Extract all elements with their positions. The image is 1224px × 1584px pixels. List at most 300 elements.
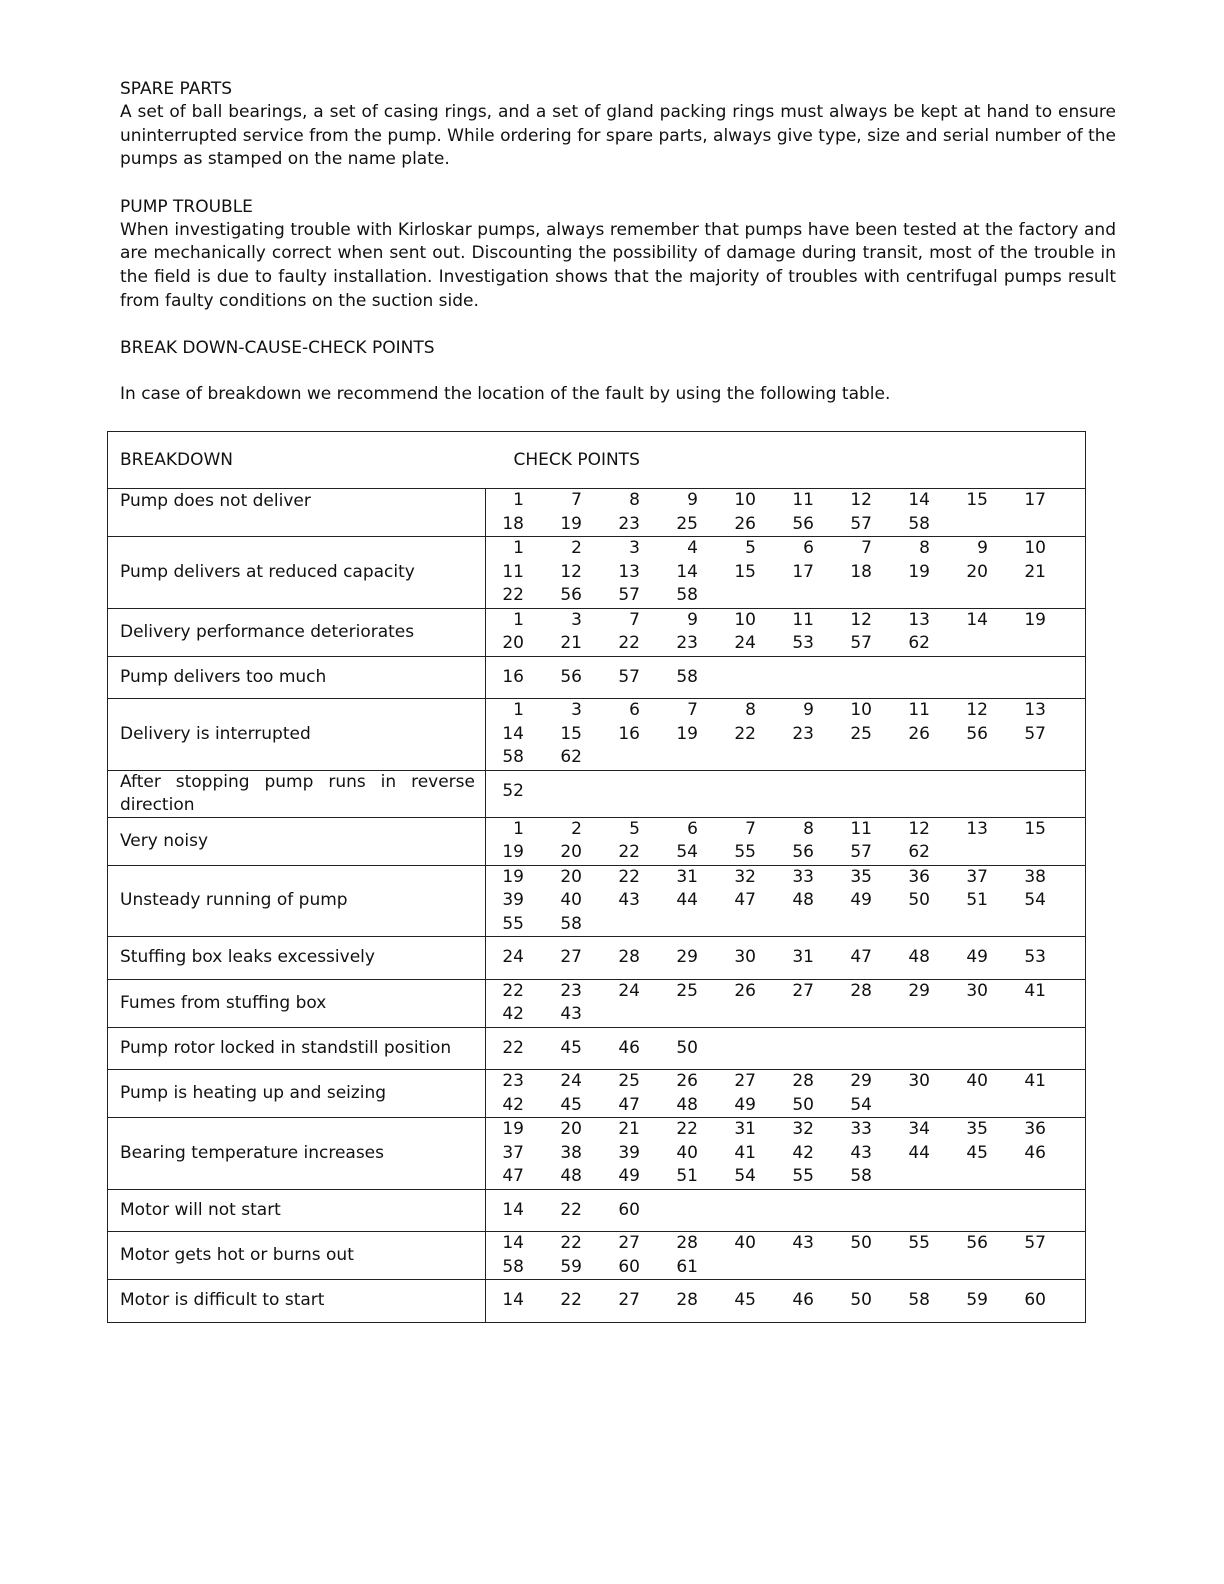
check-point: 61	[676, 1256, 698, 1277]
check-point: 57	[1024, 723, 1046, 744]
check-point: 27	[734, 1071, 756, 1091]
table-row	[108, 1280, 1086, 1323]
check-point: 18	[850, 561, 872, 582]
check-point: 36	[1024, 1119, 1046, 1139]
check-point: 29	[908, 980, 930, 1001]
check-point: 31	[676, 866, 698, 887]
check-point: 10	[850, 700, 872, 720]
check-points-grid	[486, 609, 1085, 656]
check-points-grid	[486, 1118, 1085, 1189]
check-point: 27	[618, 1233, 640, 1253]
check-point: 9	[803, 700, 814, 720]
check-point: 23	[618, 513, 640, 534]
check-point: 40	[676, 1142, 698, 1163]
check-point: 56	[966, 723, 988, 744]
check-points-cell	[486, 817, 1086, 865]
check-point: 50	[676, 1037, 698, 1058]
check-point: 56	[560, 666, 582, 687]
check-point: 57	[618, 666, 640, 687]
breakdown-label: Unsteady running of pump	[108, 865, 486, 937]
check-point: 1	[513, 609, 524, 630]
check-points-cell	[486, 1070, 1086, 1118]
check-point: 58	[676, 666, 698, 687]
check-point: 47	[734, 890, 756, 910]
check-point: 19	[1024, 609, 1046, 630]
check-point: 19	[502, 866, 524, 887]
page-content	[120, 78, 1116, 430]
check-point: 3	[571, 609, 582, 630]
check-points-grid	[486, 818, 1085, 865]
check-point: 2	[571, 538, 582, 558]
check-point: 55	[908, 1233, 930, 1253]
check-point: 24	[734, 633, 756, 653]
check-point: 7	[629, 609, 640, 630]
check-point: 60	[1024, 1290, 1046, 1310]
table-row	[108, 699, 1086, 771]
check-points-grid	[486, 780, 1085, 804]
check-points-cell	[486, 1118, 1086, 1190]
check-point: 7	[745, 818, 756, 839]
check-point: 45	[966, 1142, 988, 1163]
check-point: 22	[560, 1233, 582, 1253]
check-point: 43	[792, 1233, 814, 1253]
check-point: 58	[502, 1256, 524, 1277]
check-point: 22	[560, 1199, 582, 1220]
check-point: 10	[1024, 538, 1046, 558]
table-row	[108, 1027, 1086, 1070]
check-point: 31	[734, 1119, 756, 1139]
check-point: 59	[560, 1256, 582, 1277]
check-point: 53	[792, 633, 814, 653]
check-point: 47	[502, 1166, 524, 1186]
check-point: 19	[502, 842, 524, 862]
check-point: 42	[502, 1094, 524, 1115]
check-point: 9	[687, 490, 698, 510]
check-point: 19	[502, 1119, 524, 1139]
check-point: 48	[908, 947, 930, 967]
check-points-cell	[486, 656, 1086, 699]
table-row	[108, 537, 1086, 609]
breakdown-heading: BREAK DOWN-CAUSE-CHECK POINTS	[120, 338, 435, 359]
table-row	[108, 608, 1086, 656]
check-points-cell	[486, 1189, 1086, 1232]
check-point: 29	[676, 947, 698, 967]
check-point: 6	[803, 538, 814, 558]
check-point: 60	[618, 1256, 640, 1277]
check-point: 56	[560, 585, 582, 605]
check-point: 46	[792, 1290, 814, 1310]
table-row	[108, 1189, 1086, 1232]
check-point: 52	[502, 780, 524, 801]
check-point: 9	[687, 609, 698, 630]
check-points-grid	[486, 537, 1085, 608]
check-point: 35	[966, 1119, 988, 1139]
check-point: 13	[966, 818, 988, 839]
check-point: 36	[908, 866, 930, 887]
check-point: 22	[676, 1119, 698, 1139]
check-point: 12	[850, 490, 872, 510]
breakdown-label: Stuffing box leaks excessively	[108, 937, 486, 980]
check-point: 26	[908, 723, 930, 744]
check-point: 34	[908, 1119, 930, 1139]
breakdown-label: Delivery is interrupted	[108, 699, 486, 771]
breakdown-label: Pump is heating up and seizing	[108, 1070, 486, 1118]
check-point: 59	[966, 1290, 988, 1310]
check-point: 57	[1024, 1233, 1046, 1253]
check-point: 14	[908, 490, 930, 510]
check-point: 15	[560, 723, 582, 744]
check-point: 8	[919, 538, 930, 558]
check-point: 14	[502, 1199, 524, 1220]
check-point: 43	[560, 1004, 582, 1024]
check-point: 58	[850, 1166, 872, 1186]
check-point: 49	[850, 890, 872, 910]
check-points-cell	[486, 489, 1086, 537]
check-point: 14	[966, 609, 988, 630]
check-point: 11	[850, 818, 872, 839]
check-point: 19	[560, 513, 582, 534]
check-point: 25	[676, 980, 698, 1001]
breakdown-label: Pump delivers too much	[108, 656, 486, 699]
check-point: 42	[502, 1004, 524, 1024]
check-point: 7	[861, 538, 872, 558]
breakdown-label: Pump rotor locked in standstill position	[108, 1027, 486, 1070]
check-point: 48	[560, 1166, 582, 1186]
check-point: 1	[513, 818, 524, 839]
check-point: 24	[502, 947, 524, 967]
check-points-cell	[486, 770, 1086, 817]
check-point: 41	[734, 1142, 756, 1163]
check-point: 57	[618, 585, 640, 605]
check-point: 1	[513, 700, 524, 720]
check-point: 20	[560, 1119, 582, 1139]
check-point: 7	[571, 490, 582, 510]
check-point: 46	[1024, 1142, 1046, 1163]
check-point: 21	[560, 633, 582, 653]
check-point: 20	[966, 561, 988, 582]
check-point: 11	[908, 700, 930, 720]
check-point: 22	[618, 842, 640, 862]
check-points-cell	[486, 865, 1086, 937]
check-point: 9	[977, 538, 988, 558]
header-breakdown: BREAKDOWN	[108, 432, 486, 489]
check-point: 22	[734, 723, 756, 744]
check-point: 20	[502, 633, 524, 653]
spare-parts-heading: SPARE PARTS	[120, 79, 233, 99]
check-point: 26	[734, 980, 756, 1001]
check-point: 37	[502, 1142, 524, 1163]
check-points-grid	[486, 980, 1085, 1027]
check-point: 15	[966, 490, 988, 510]
check-point: 25	[850, 723, 872, 744]
check-point: 33	[850, 1119, 872, 1139]
check-points-cell	[486, 608, 1086, 656]
check-point: 20	[560, 866, 582, 887]
breakdown-label: Motor is difficult to start	[108, 1280, 486, 1323]
breakdown-label: Pump delivers at reduced capacity	[108, 537, 486, 609]
check-point: 43	[850, 1142, 872, 1163]
spare-parts-section	[120, 78, 1116, 172]
breakdown-label: Delivery performance deteriorates	[108, 608, 486, 656]
check-points-grid	[486, 1037, 1085, 1061]
check-point: 13	[618, 561, 640, 582]
check-point: 18	[502, 513, 524, 534]
check-point: 5	[629, 818, 640, 839]
check-point: 57	[850, 633, 872, 653]
check-point: 23	[676, 633, 698, 653]
check-point: 24	[618, 980, 640, 1001]
check-point: 14	[502, 1290, 524, 1310]
breakdown-label: Motor gets hot or burns out	[108, 1232, 486, 1280]
table-row	[108, 770, 1086, 817]
check-point: 22	[618, 866, 640, 887]
check-point: 25	[676, 513, 698, 534]
check-point: 54	[850, 1094, 872, 1115]
check-point: 62	[908, 842, 930, 862]
check-point: 57	[850, 842, 872, 862]
check-points-cell	[486, 1232, 1086, 1280]
check-point: 12	[560, 561, 582, 582]
check-point: 14	[502, 723, 524, 744]
check-point: 16	[502, 666, 524, 687]
check-point: 23	[560, 980, 582, 1001]
check-points-grid	[486, 1232, 1085, 1279]
check-point: 5	[745, 538, 756, 558]
check-point: 56	[966, 1233, 988, 1253]
check-point: 58	[560, 913, 582, 934]
check-point: 4	[687, 538, 698, 558]
check-point: 22	[618, 633, 640, 653]
check-point: 28	[618, 947, 640, 967]
check-point: 57	[850, 513, 872, 534]
table-row	[108, 865, 1086, 937]
pump-trouble-section	[120, 196, 1116, 313]
check-point: 62	[560, 747, 582, 767]
check-point: 39	[618, 1142, 640, 1163]
table-row	[108, 1118, 1086, 1190]
check-point: 19	[676, 723, 698, 744]
spare-parts-body: A set of ball bearings, a set of casing rings, and a set of gland packing rings must always be kept at hand to ensure uninterrupted service from the pump. While ordering for spare parts, always give type, size and serial number of the pumps as stamped on the name plate.	[120, 102, 1116, 170]
check-point: 54	[734, 1166, 756, 1186]
check-point: 56	[792, 842, 814, 862]
check-point: 62	[908, 633, 930, 653]
check-point: 55	[792, 1166, 814, 1186]
check-point: 33	[792, 866, 814, 887]
check-point: 26	[676, 1071, 698, 1091]
check-point: 10	[734, 490, 756, 510]
check-point: 1	[513, 538, 524, 558]
check-point: 25	[618, 1071, 640, 1091]
check-point: 37	[966, 866, 988, 887]
check-point: 58	[676, 585, 698, 605]
check-point: 8	[745, 700, 756, 720]
table-row	[108, 656, 1086, 699]
check-points-cell	[486, 1027, 1086, 1070]
check-point: 53	[1024, 947, 1046, 967]
check-point: 50	[908, 890, 930, 910]
check-point: 54	[676, 842, 698, 862]
check-point: 50	[850, 1290, 872, 1310]
check-point: 11	[792, 609, 814, 630]
check-point: 21	[618, 1119, 640, 1139]
check-point: 31	[792, 947, 814, 967]
check-point: 58	[908, 513, 930, 534]
check-points-cell	[486, 537, 1086, 609]
breakdown-label: Bearing temperature increases	[108, 1118, 486, 1190]
check-points-cell	[486, 1280, 1086, 1323]
breakdown-label: Pump does not deliver	[108, 489, 486, 537]
check-point: 15	[734, 561, 756, 582]
check-point: 28	[676, 1290, 698, 1310]
check-point: 10	[734, 609, 756, 630]
breakdown-intro: In case of breakdown we recommend the location of the fault by using the following table.	[120, 384, 891, 405]
check-point: 1	[513, 490, 524, 510]
table-row	[108, 1070, 1086, 1118]
check-point: 28	[792, 1071, 814, 1091]
check-points-grid	[486, 489, 1085, 536]
check-point: 51	[966, 890, 988, 910]
check-point: 19	[908, 561, 930, 582]
check-point: 8	[803, 818, 814, 839]
check-point: 27	[560, 947, 582, 967]
check-point: 17	[792, 561, 814, 582]
check-point: 32	[734, 866, 756, 887]
check-point: 22	[560, 1290, 582, 1310]
check-point: 50	[850, 1233, 872, 1253]
check-point: 45	[560, 1037, 582, 1058]
check-point: 3	[571, 700, 582, 720]
check-point: 12	[966, 700, 988, 720]
breakdown-label: Very noisy	[108, 817, 486, 865]
table-row	[108, 937, 1086, 980]
check-point: 55	[734, 842, 756, 862]
check-point: 14	[502, 1233, 524, 1253]
check-point: 50	[792, 1094, 814, 1115]
check-point: 35	[850, 866, 872, 887]
check-points-cell	[486, 979, 1086, 1027]
table-row	[108, 979, 1086, 1027]
table-row	[108, 489, 1086, 537]
check-point: 56	[792, 513, 814, 534]
check-point: 40	[966, 1071, 988, 1091]
check-point: 47	[850, 947, 872, 967]
breakdown-label: Fumes from stuffing box	[108, 979, 486, 1027]
check-point: 45	[560, 1094, 582, 1115]
check-points-grid	[486, 699, 1085, 770]
table-row	[108, 817, 1086, 865]
check-point: 46	[618, 1037, 640, 1058]
check-point: 2	[571, 818, 582, 839]
check-point: 11	[792, 490, 814, 510]
check-point: 44	[908, 1142, 930, 1163]
check-point: 47	[618, 1094, 640, 1115]
check-point: 15	[1024, 818, 1046, 839]
check-point: 51	[676, 1166, 698, 1186]
check-point: 27	[618, 1290, 640, 1310]
check-point: 24	[560, 1071, 582, 1091]
check-point: 30	[908, 1071, 930, 1091]
check-point: 11	[502, 561, 524, 582]
check-point: 43	[618, 890, 640, 910]
table-row	[108, 1232, 1086, 1280]
check-point: 60	[618, 1199, 640, 1220]
check-point: 54	[1024, 890, 1046, 910]
check-point: 40	[560, 890, 582, 910]
check-point: 27	[792, 980, 814, 1001]
check-point: 23	[792, 723, 814, 744]
check-point: 38	[560, 1142, 582, 1163]
check-points-cell	[486, 937, 1086, 980]
check-point: 23	[502, 1071, 524, 1091]
check-point: 28	[676, 1233, 698, 1253]
check-points-grid	[486, 1070, 1085, 1117]
check-point: 38	[1024, 866, 1046, 887]
breakdown-label: Motor will not start	[108, 1189, 486, 1232]
check-point: 14	[676, 561, 698, 582]
check-point: 16	[618, 723, 640, 744]
table-header-row	[108, 432, 1086, 489]
check-point: 58	[502, 747, 524, 767]
check-point: 41	[1024, 1071, 1046, 1091]
header-check-points: CHECK POINTS	[486, 432, 1086, 489]
check-point: 48	[792, 890, 814, 910]
check-points-grid	[486, 866, 1085, 937]
breakdown-label: After stopping pump runs in reverse direction	[108, 770, 486, 817]
check-point: 49	[618, 1166, 640, 1186]
check-point: 45	[734, 1290, 756, 1310]
check-points-grid	[486, 666, 1085, 690]
check-point: 8	[629, 490, 640, 510]
check-point: 22	[502, 1037, 524, 1058]
check-point: 6	[629, 700, 640, 720]
pump-trouble-body: When investigating trouble with Kirloskar pumps, always remember that pumps have been tested at the factory and are mechanically correct when sent out. Discounting the possibility of damage during transit, most of the trouble in the field is due to faulty installation. Investigation shows that the majority of troubles with centrifugal pumps result from faulty conditions on the suction side.	[120, 219, 1116, 311]
check-point: 22	[502, 585, 524, 605]
check-point: 12	[908, 818, 930, 839]
check-points-grid	[486, 946, 1085, 970]
breakdown-table	[107, 431, 1086, 1323]
check-point: 39	[502, 890, 524, 910]
check-point: 21	[1024, 561, 1046, 582]
check-point: 20	[560, 842, 582, 862]
check-point: 48	[676, 1094, 698, 1115]
check-point: 12	[850, 609, 872, 630]
check-point: 3	[629, 538, 640, 558]
check-point: 13	[1024, 700, 1046, 720]
pump-trouble-heading: PUMP TROUBLE	[120, 196, 253, 217]
check-point: 40	[734, 1233, 756, 1253]
check-point: 55	[502, 913, 524, 934]
check-point: 13	[908, 609, 930, 630]
check-point: 42	[792, 1142, 814, 1163]
check-points-cell	[486, 699, 1086, 771]
check-point: 30	[966, 980, 988, 1001]
check-point: 29	[850, 1071, 872, 1091]
check-point: 44	[676, 890, 698, 910]
check-point: 7	[687, 700, 698, 720]
check-point: 28	[850, 980, 872, 1001]
check-point: 49	[966, 947, 988, 967]
check-points-grid	[486, 1289, 1085, 1313]
check-point: 58	[908, 1290, 930, 1310]
check-point: 26	[734, 513, 756, 534]
check-point: 17	[1024, 490, 1046, 510]
check-point: 49	[734, 1094, 756, 1115]
check-point: 30	[734, 947, 756, 967]
check-point: 32	[792, 1119, 814, 1139]
check-point: 6	[687, 818, 698, 839]
check-points-grid	[486, 1199, 1085, 1223]
check-point: 22	[502, 980, 524, 1001]
